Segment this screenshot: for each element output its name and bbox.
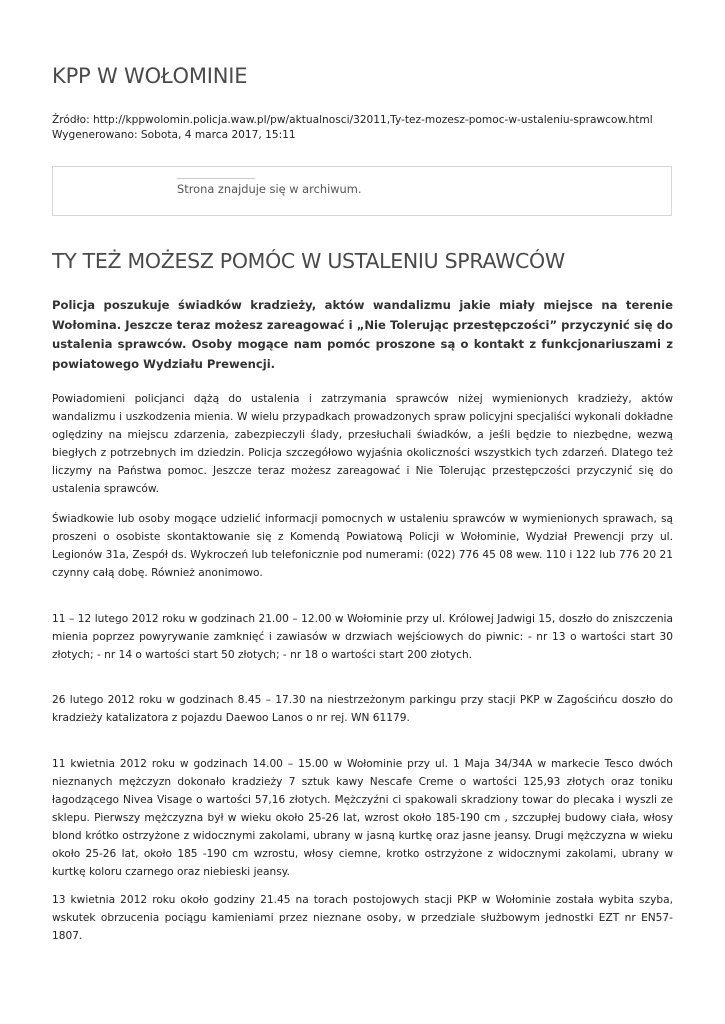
source-line: Źródło: http://kppwolomin.policja.waw.pl/pw/aktualnosci/32011,Ty-tez-mozesz-pomoc-w-ustaleniu-sprawcow.html <box>52 114 653 126</box>
article-title: TY TEŻ MOŻESZ POMÓC W USTALENIU SPRAWCÓW <box>52 249 565 273</box>
archive-divider <box>177 178 255 179</box>
article-paragraph: 11 – 12 lutego 2012 roku w godzinach 21.00 – 12.00 w Wołominie przy ul. Królowej Jadwigi 15, doszło do zniszczenia mienia poprzez powyrywanie zamknięć i zawiasów w drzwiach wejściowych do piwnic: - nr 13 o wartości start 30 złotych; - nr 14 o wartości start 50 złotych; - nr 18 o wartości start 200 złotych. <box>52 613 673 661</box>
article-lead: Policja poszukuje świadków kradzieży, aktów wandalizmu jakie miały miejsce na terenie Wołomina. Jeszcze teraz możesz zareagować i „Nie Tolerując przestępczości” przyczynić się do ustalenia sprawców. Osoby mogące nam pomóc proszone są o kontakt z funkcjonariuszami z powiatowego Wydziału Prewencji. <box>52 298 673 371</box>
document-meta <box>52 113 653 143</box>
article-paragraph: 26 lutego 2012 roku w godzinach 8.45 – 17.30 na niestrzeżonym parkingu przy stacji PKP w Zagościńcu doszło do kradzieży katalizatora z pojazdu Daewoo Lanos o nr rej. WN 61179. <box>52 694 673 724</box>
article-paragraph: Świadkowie lub osoby mogące udzielić informacji pomocnych w ustaleniu sprawców w wymienionych sprawach, są proszeni o osobiste skontaktowanie się z Komendą Powiatową Policji w Wołominie, Wydział Prewencji przy ul. Legionów 31a, Zespół ds. Wykroczeń lub telefonicznie pod numerami: (022) 776 45 08 wew. 110 i 122 lub 776 20 21 czynny całą dobę. Również anonimowo. <box>52 513 673 579</box>
generated-line: Wygenerowano: Sobota, 4 marca 2017, 15:11 <box>52 129 296 141</box>
article-paragraph: Powiadomieni policjanci dążą do ustalenia i zatrzymania sprawców niżej wymienionych kradzieży, aktów wandalizmu i uszkodzenia mienia. W wielu przypadkach prowadzonych spraw policyjni specjaliści wykonali dokładne oględziny na miejscu zdarzenia, zabezpieczyli ślady, przesłuchali świadków, a jeśli będzie to niezbędne, wezwą biegłych z potrzebnych im dziedzin. Policja szczegółowo wyjaśnia okoliczności wszystkich tych zdarzeń. Dlatego też liczymy na Państwa pomoc. Jeszcze teraz możesz zareagować i Nie Tolerując przestępczości przyczynić się do ustalenia sprawców. <box>52 393 673 495</box>
article-paragraph: 11 kwietnia 2012 roku w godzinach 14.00 – 15.00 w Wołominie przy ul. 1 Maja 34/34A w markecie Tesco dwóch nieznanych mężczyzn dokonało kradzieży 7 sztuk kawy Nescafe Creme o wartości 125,93 złotych oraz toniku łagodzącego Nivea Visage o wartości 57,16 złotych. Mężczyźni ci spakowali skradziony towar do plecaka i wyszli ze sklepu. Pierwszy mężczyzna był w wieku około 25-26 lat, wzrost około 185-190 cm , szczupłej budowy ciała, włosy blond krótko ostrzyżone z widocznymi zakolami, ubrany w jasną kurtkę oraz jasne jeansy. Drugi mężczyzna w wieku około 25-26 lat, około 185 -190 cm wzrostu, włosy ciemne, krotko ostrzyżone z widocznymi zakolami, ubrany w kurtkę koloru czarnego oraz niebieski jeansy. <box>52 758 673 878</box>
article-paragraph: 13 kwietnia 2012 roku około godziny 21.45 na torach postojowych stacji PKP w Wołominie została wybita szyba, wskutek obrzucenia pociągu kamieniami przez nieznane osoby, w przedziale służbowym jednostki EZT nr EN57-1807. <box>52 894 673 942</box>
site-title: KPP W WOŁOMINIE <box>52 64 248 88</box>
archive-notice-text: Strona znajduje się w archiwum. <box>177 182 362 196</box>
archive-notice-box <box>52 166 672 216</box>
